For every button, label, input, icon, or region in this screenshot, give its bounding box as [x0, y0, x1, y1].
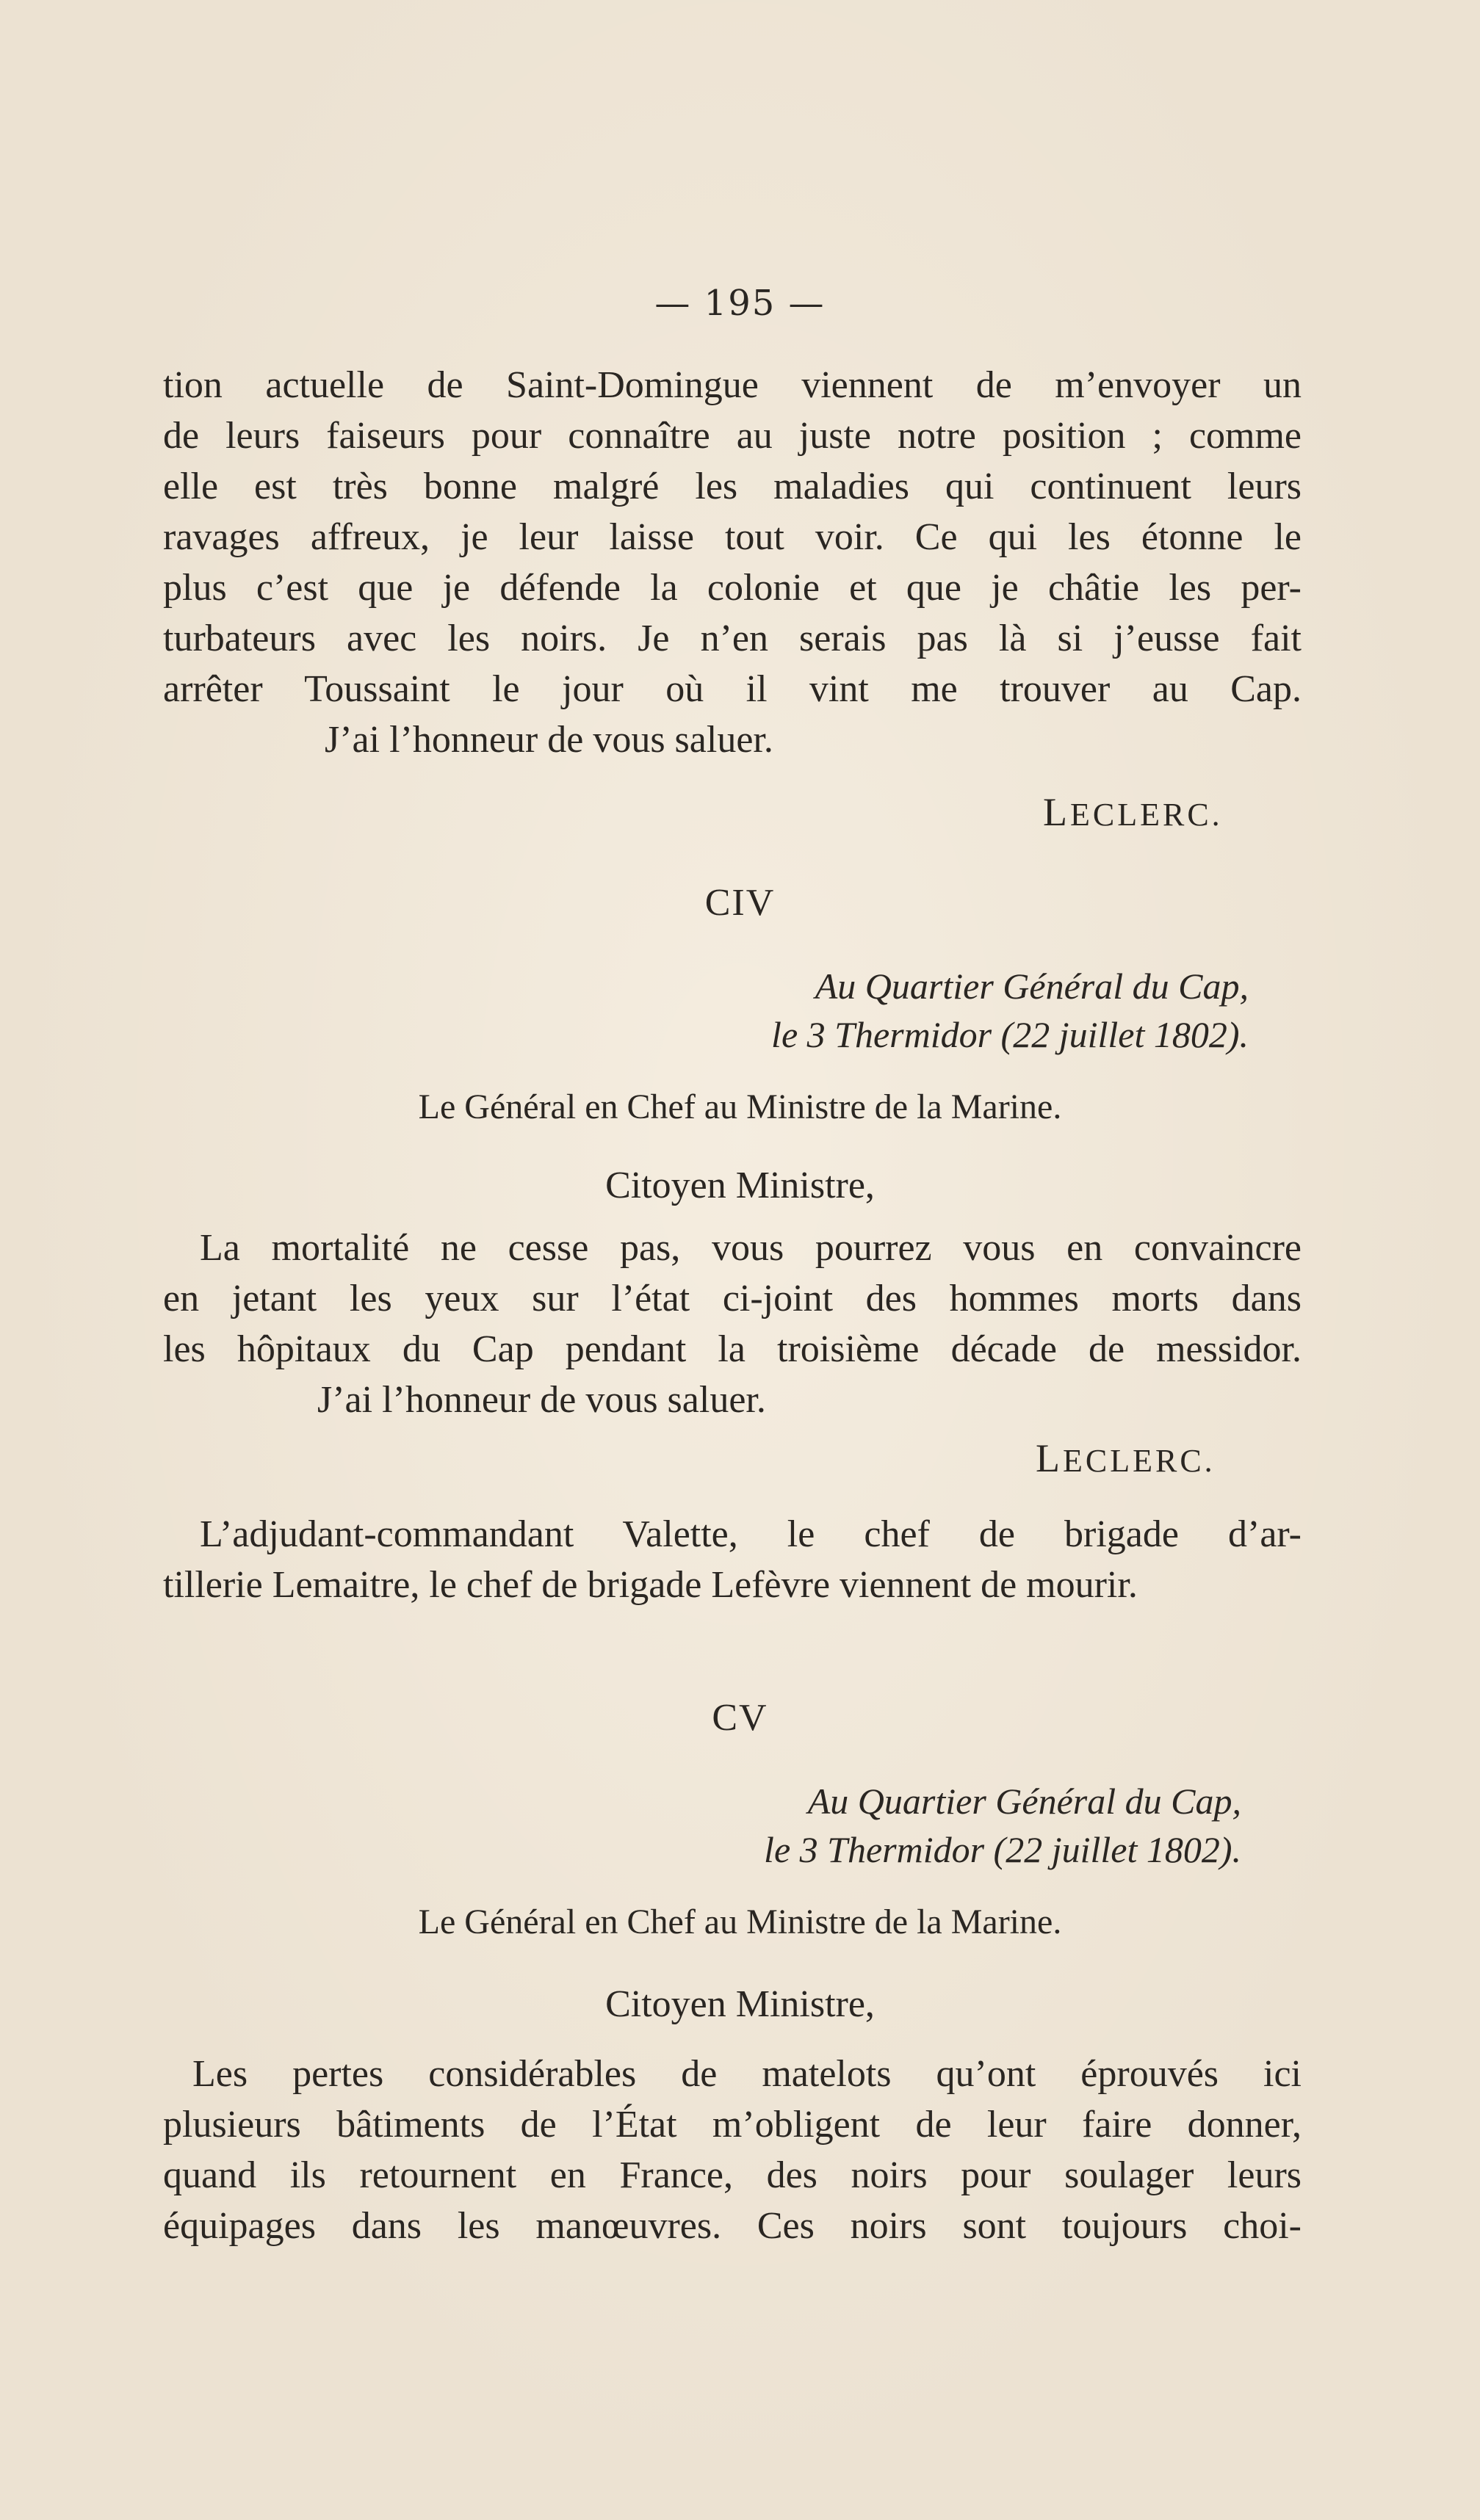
address-line-civ: Le Général en Chef au Ministre de la Marine. — [418, 1087, 1062, 1126]
text-line: les hôpitaux du Cap pendant la troisième décade de messidor. — [163, 1328, 1302, 1370]
dateline-civ — [588, 962, 1249, 1059]
signature-leclerc: LECLERC. — [1043, 790, 1223, 834]
letter-ciii-body — [163, 360, 1302, 765]
text-line: L’adjudant-commandant Valette, le chef de brigade d’ar- — [200, 1513, 1302, 1555]
text-line: tion actuelle de Saint-Domingue viennent de m’envoyer un — [163, 364, 1302, 406]
text-line: tillerie Lemaitre, le chef de brigade Lefèvre viennent de mourir. — [163, 1564, 1138, 1606]
closing-formula: J’ai l’honneur de vous saluer. — [317, 1379, 766, 1421]
text-line: équipages dans les manœuvres. Ces noirs sont toujours choi- — [163, 2205, 1302, 2247]
text-line: arrêter Toussaint le jour où il vint me trouver au Cap. — [163, 668, 1302, 710]
text-line: Les pertes considérables de matelots qu’ont éprouvés ici — [192, 2053, 1302, 2095]
dateline-date: le 3 Thermidor (22 juillet 1802). — [771, 1014, 1249, 1055]
salutation-civ: Citoyen Ministre, — [605, 1165, 875, 1206]
text-line: en jetant les yeux sur l’état ci-joint des hommes morts dans — [163, 1278, 1302, 1319]
text-line: quand ils retournent en France, des noirs pour soulager leurs — [163, 2154, 1302, 2196]
text-line: ravages affreux, je leur laisse tout voir. Ce qui les étonne le — [163, 516, 1302, 558]
letter-cv-body — [163, 2049, 1302, 2251]
postscript-civ — [163, 1509, 1302, 1610]
closing-formula: J’ai l’honneur de vous saluer. — [325, 719, 773, 761]
dateline-place: Au Quartier Général du Cap, — [815, 966, 1249, 1007]
page-number: — 195 — — [654, 283, 826, 324]
dateline-cv — [580, 1777, 1241, 1874]
text-line: elle est très bonne malgré les maladies qui continuent leurs — [163, 466, 1302, 507]
letter-number-civ: CIV — [704, 882, 776, 924]
letter-number-cv: CV — [712, 1697, 768, 1739]
signature-leclerc: LECLERC. — [1036, 1436, 1216, 1480]
letter-civ-body — [163, 1223, 1302, 1425]
text-line: plus c’est que je défende la colonie et que je châtie les per- — [163, 567, 1302, 609]
text-line: plusieurs bâtiments de l’État m’obligent de leur faire donner, — [163, 2104, 1302, 2146]
salutation-cv: Citoyen Ministre, — [605, 1983, 875, 2025]
text-line: de leurs faiseurs pour connaître au juste notre position ; comme — [163, 415, 1302, 457]
dateline-date: le 3 Thermidor (22 juillet 1802). — [764, 1829, 1241, 1870]
text-line: La mortalité ne cesse pas, vous pourrez vous en convaincre — [200, 1227, 1302, 1269]
text-line: turbateurs avec les noirs. Je n’en serais pas là si j’eusse fait — [163, 618, 1302, 659]
address-line-cv: Le Général en Chef au Ministre de la Marine. — [418, 1902, 1062, 1941]
dateline-place: Au Quartier Général du Cap, — [807, 1781, 1241, 1822]
